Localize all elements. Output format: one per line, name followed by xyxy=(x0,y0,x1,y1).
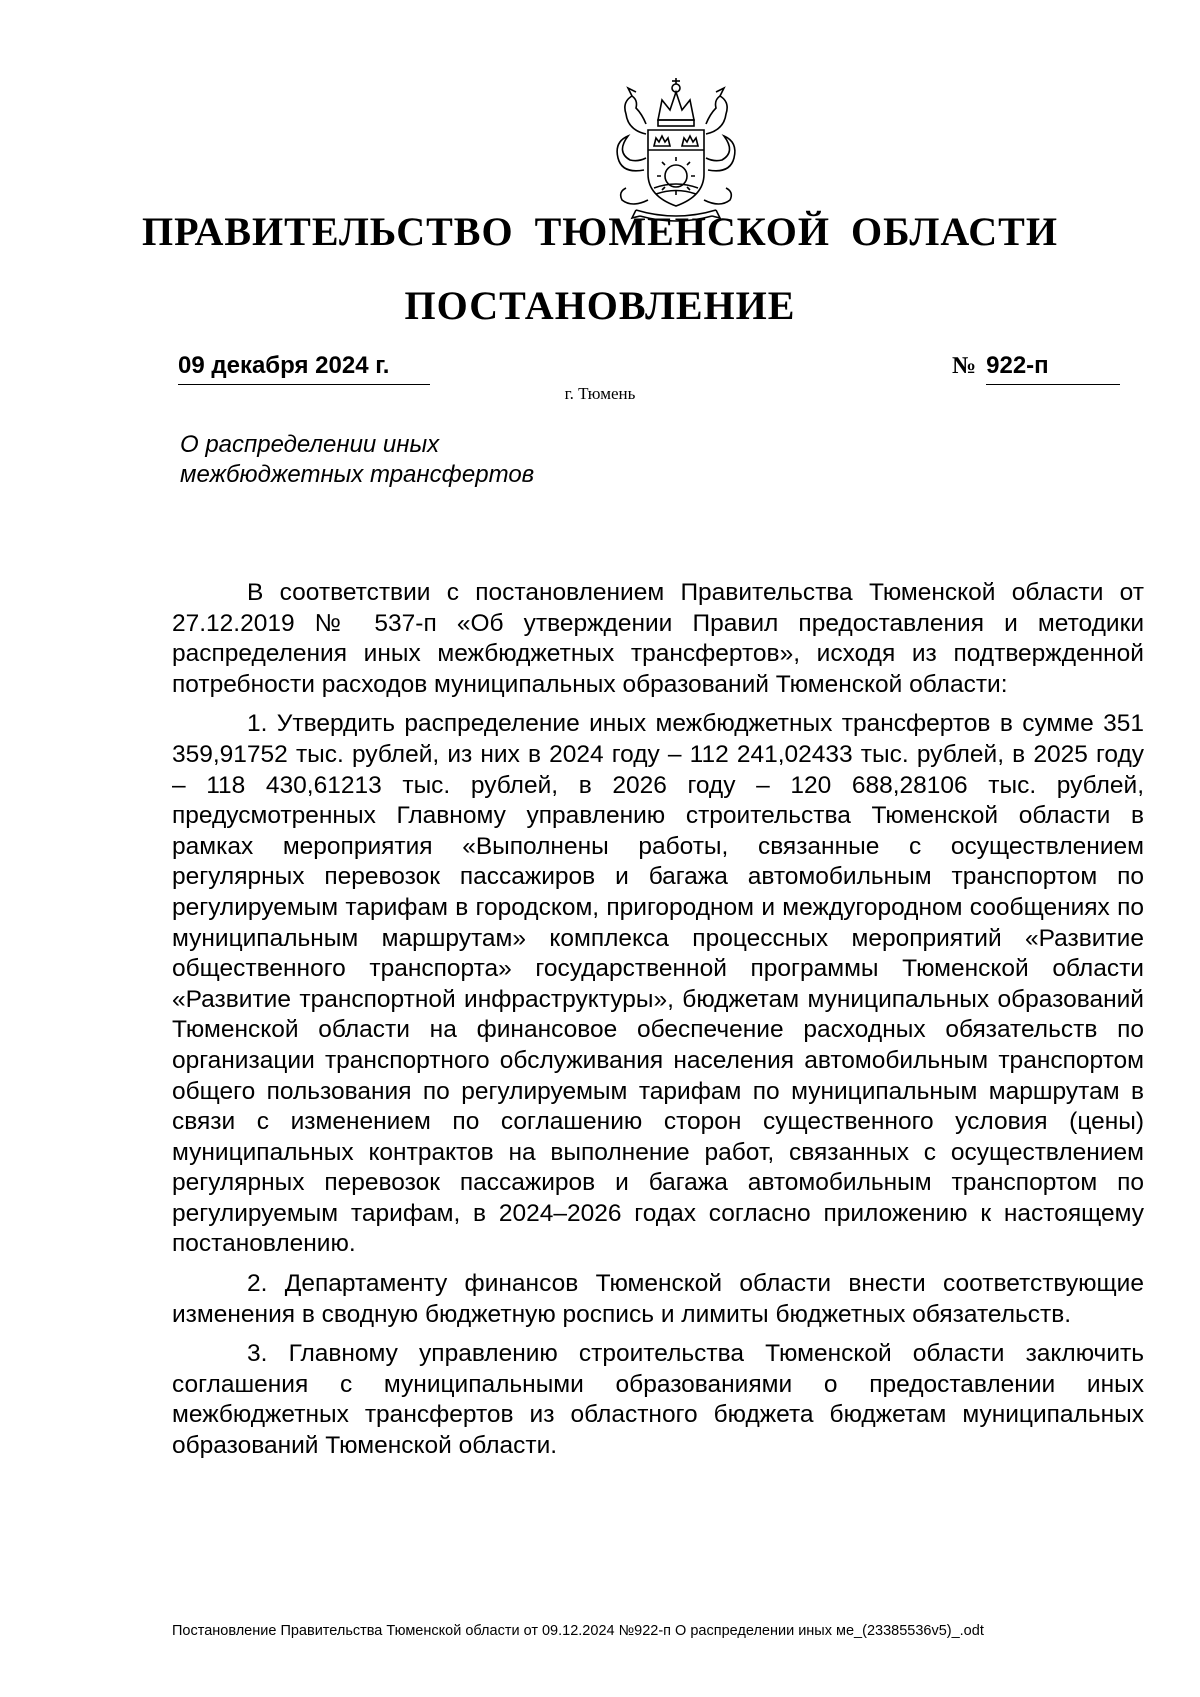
document-body xyxy=(172,578,1144,1462)
item-1-paragraph: 1. Утвердить распределение иных межбюджетных трансфертов в сумме 351 359,91752 тыс. рублей, из них в 2024 году – 112 241,02433 тыс. рублей, в 2025 году – 118 430,61213 тыс. рублей, в 2026 году – 120 688,28106 тыс. рублей, предусмотренных Главному управлению строительства Тюменской области в рамках мероприятия «Выполнены работы, связанные с осуществлением регулярных перевозок пассажиров и багажа автомобильным транспортом по регулируемым тарифам в городском, пригородном и междугородном сообщениях по муниципальным маршрутам» комплекса процессных мероприятий «Развитие общественного транспорта» государственной программы Тюменской области «Развитие транспортной инфраструктуры», бюджетам муниципальных образований Тюменской области на финансовое обеспечение расходных обязательств по организации транспортного обслуживания населения автомобильным транспортом общего пользования по регулируемым тарифам по муниципальным маршрутам в связи с изменением по соглашению сторон существенного условия (цены) муниципальных контрактов на выполнение работ, связанных с осуществлением регулярных перевозок пассажиров и багажа автомобильным транспортом по регулируемым тарифам, в 2024–2026 годах согласно приложению к настоящему постановлению. xyxy=(172,710,1144,1258)
number-sign: № xyxy=(952,353,977,379)
subject-line-1: О распределении иных xyxy=(180,431,440,458)
document-subject xyxy=(180,430,640,490)
city-name: г. Тюмень xyxy=(564,384,636,403)
document-date: 09 декабря 2024 г. xyxy=(178,352,430,385)
tyumen-coat-of-arms-icon xyxy=(592,70,760,226)
organization-title: ПРАВИТЕЛЬСТВО ТЮМЕНСКОЙ ОБЛАСТИ xyxy=(142,209,1058,254)
footer-file-reference: Постановление Правительства Тюменской области от 09.12.2024 №922-п О распределении иных ме_(23385536v5)_.odt xyxy=(172,1623,984,1639)
preamble-paragraph: В соответствии с постановлением Правительства Тюменской области от 27.12.2019 № 537-п «Об утверждении Правил предоставления и методики распределения иных межбюджетных трансфертов», исходя из подтвержденной потребности расходов муниципальных образований Тюменской области: xyxy=(172,579,1144,698)
number-value: 922-п xyxy=(986,352,1120,385)
document-type: ПОСТАНОВЛЕНИЕ xyxy=(404,283,796,328)
item-3-paragraph: 3. Главному управлению строительства Тюменской области заключить соглашения с муниципальными образованиями о предоставлении иных межбюджетных трансфертов из областного бюджета бюджетам муниципальных образований Тюменской области. xyxy=(172,1340,1144,1460)
item-2-paragraph: 2. Департаменту финансов Тюменской области внести соответствующие изменения в сводную бюджетную роспись и лимиты бюджетных обязательств. xyxy=(172,1270,1144,1328)
document-number xyxy=(952,352,1132,385)
subject-line-2: межбюджетных трансфертов xyxy=(180,461,535,488)
